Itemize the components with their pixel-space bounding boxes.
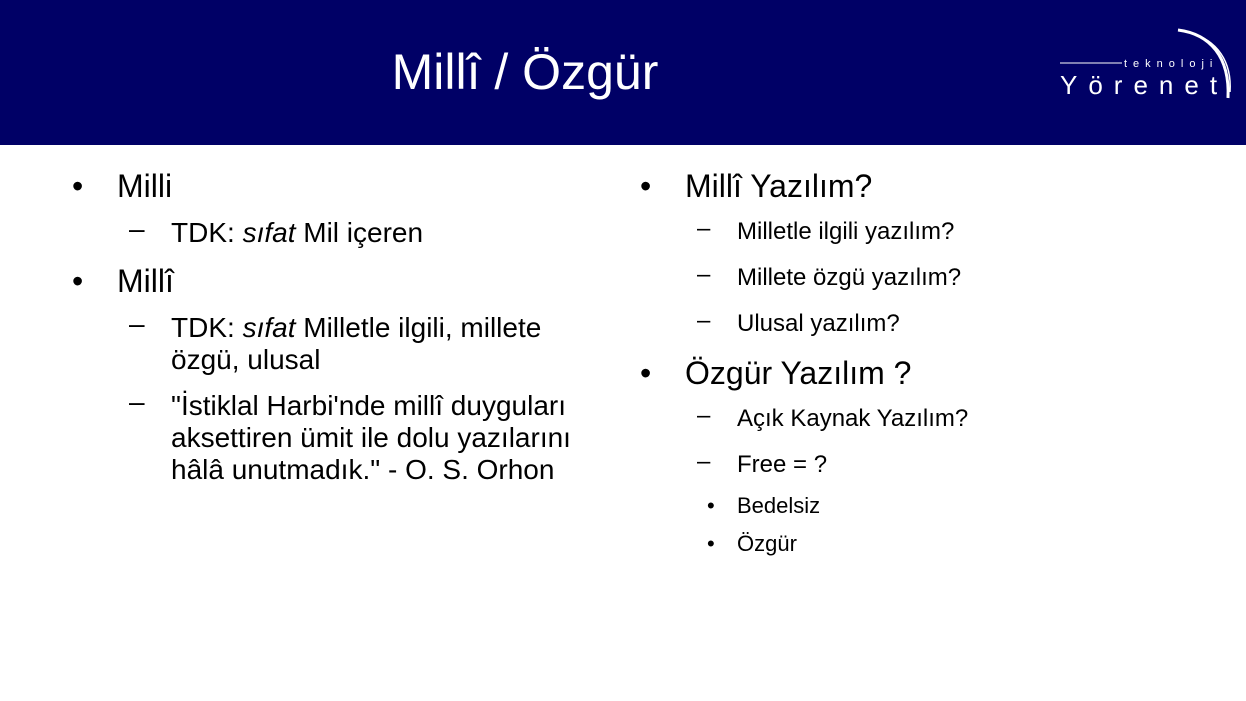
subsub-item: • Özgür — [685, 530, 1240, 558]
sub-item-quote — [117, 390, 617, 486]
bullet-text: • Özgür Yazılım ? — [685, 355, 912, 391]
sub-item: – Millete özgü yazılım? — [685, 263, 1240, 293]
sub-prefix: TDK: — [171, 217, 243, 248]
bullet-text: • Milli — [117, 168, 173, 204]
bullet-milli-yazilim — [640, 168, 1240, 339]
sub-rest: Mil içeren — [295, 217, 424, 248]
sub-item-free — [685, 450, 1240, 558]
sub-prefix: TDK: — [171, 312, 243, 343]
quote-text: "İstiklal Harbi'nde millî duyguları aksettiren ümit ile dolu yazılarını hâlâ unutmadık." - O. S. Orhon — [171, 390, 571, 485]
logo-small-text: teknoloji — [1124, 58, 1219, 70]
bullet-ozgur-yazilim — [640, 355, 1240, 558]
right-column — [640, 160, 1240, 574]
sub-item: – Açık Kaynak Yazılım? — [685, 404, 1240, 434]
yorenet-logo-graphic — [1050, 22, 1240, 107]
sub-item: – Ulusal yazılım? — [685, 309, 1240, 339]
sub-item — [117, 312, 617, 376]
title-banner — [0, 0, 1246, 145]
left-column — [72, 160, 617, 500]
sub-item-text: Free = ? — [737, 451, 828, 478]
bullet-milli — [72, 168, 617, 249]
sub-item — [117, 217, 617, 249]
yorenet-logo — [1050, 22, 1240, 107]
logo-brand-text: Yörenet — [1060, 70, 1229, 100]
subsub-item: • Bedelsiz — [685, 492, 1240, 520]
bullet-text: • Millî — [117, 263, 174, 299]
sub-italic: sıfat — [242, 217, 296, 248]
sub-item: – Milletle ilgili yazılım? — [685, 217, 1240, 247]
slide-title: Millî / Özgür — [391, 44, 659, 100]
sub-italic: sıfat — [242, 312, 296, 343]
sub-rest: Milletle ilgili, millete özgü, ulusal — [171, 312, 542, 375]
bullet-milli-circumflex — [72, 263, 617, 486]
bullet-text: • Millî Yazılım? — [685, 168, 873, 204]
